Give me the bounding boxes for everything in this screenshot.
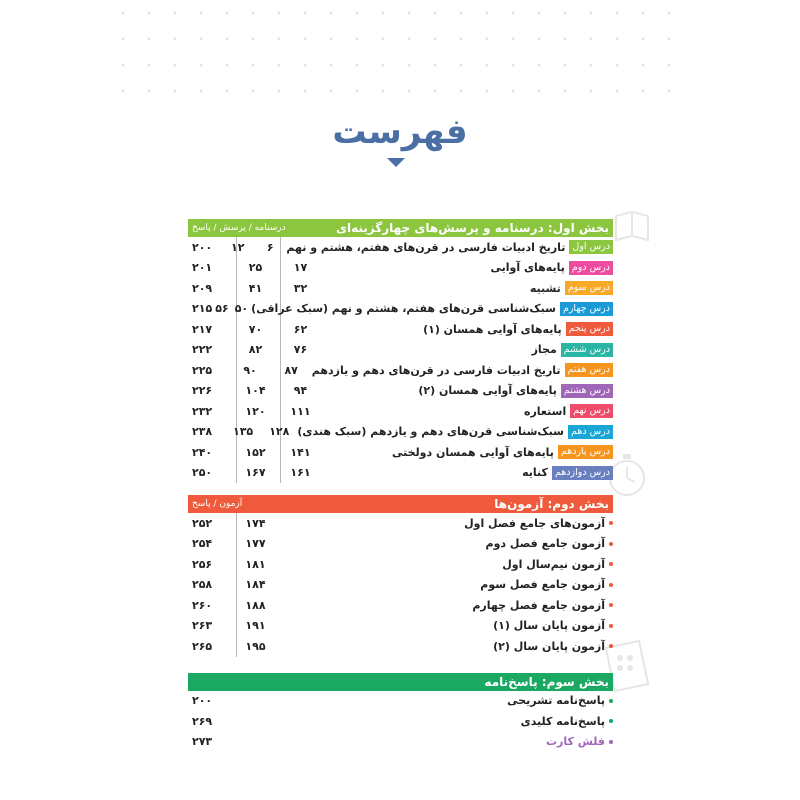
lesson-title: استعاره [523, 404, 567, 418]
lesson-row[interactable] [188, 401, 613, 422]
lesson-entry [286, 240, 613, 254]
lesson-title: پایه‌های آوایی [490, 261, 565, 275]
lesson-page: ۵۰ [234, 302, 249, 316]
lesson-tag: درس پنجم [566, 322, 613, 336]
answer-page: ۲۲۵ [192, 363, 213, 377]
part2-section [188, 495, 613, 657]
lesson-title: تاریخ ادبیات فارسی در قرن‌های هفتم، هشتم و نهم [286, 240, 566, 254]
question-page: ۲۵ [248, 261, 263, 275]
lesson-entry [323, 322, 613, 336]
part1-columns: درسنامه / پرسش / پاسخ [192, 223, 286, 233]
bullet-icon [609, 699, 613, 703]
lesson-tag: درس دوازدهم [552, 466, 613, 480]
question-page: ۴۱ [248, 281, 263, 295]
bullet-icon [609, 542, 613, 546]
answer-page: ۲۳۸ [191, 425, 213, 439]
lesson-page: ۸۷ [284, 363, 298, 377]
question-page: ۱۰۴ [245, 384, 266, 398]
exam-page: ۱۹۱ [245, 619, 266, 633]
lesson-page: ۶۲ [293, 322, 308, 336]
exam-title: آزمون‌های جامع فصل اول [464, 516, 605, 530]
answer-page: ۲۲۲ [192, 343, 213, 357]
question-page: ۷۰ [248, 322, 263, 336]
bullet-icon [609, 521, 613, 525]
answer-entry [233, 694, 613, 707]
lesson-page: ۱۶۱ [290, 466, 311, 480]
lesson-page: ۱۲۸ [269, 425, 290, 439]
question-page: ۹۰ [243, 363, 257, 377]
exam-entry [278, 517, 613, 530]
exam-title: آزمون پایان سال (۲) [493, 639, 605, 653]
exam-page: ۱۹۵ [245, 639, 266, 653]
question-page: ۸۲ [248, 343, 263, 357]
exam-entry [278, 558, 613, 571]
question-page: ۱۵۲ [245, 445, 266, 459]
lesson-entry [323, 343, 613, 357]
exam-row[interactable] [188, 575, 613, 596]
lesson-entry [323, 466, 613, 480]
lesson-tag: درس دهم [568, 425, 613, 439]
answer-page: ۲۱۷ [192, 322, 213, 336]
bullet-icon [609, 644, 613, 648]
answer-page: ۲۴۰ [192, 445, 213, 459]
answer-page: ۲۶۰ [192, 598, 213, 612]
answer-page: ۲۲۶ [192, 384, 213, 398]
answer-sheet-page: ۲۷۳ [192, 735, 213, 749]
lesson-row[interactable] [188, 278, 613, 299]
answer-row[interactable] [188, 732, 613, 753]
answer-entry [233, 715, 613, 728]
lesson-row[interactable] [188, 299, 613, 320]
lesson-title: سبک‌شناسی قرن‌های هفتم، هشتم و نهم (سبک عراقی) [251, 302, 556, 316]
answer-page: ۲۶۳ [192, 619, 213, 633]
lesson-tag: درس دوم [569, 261, 613, 275]
exam-row[interactable] [188, 616, 613, 637]
exam-page: ۱۸۱ [245, 557, 266, 571]
exam-entry [278, 599, 613, 612]
lesson-page: ۱۱۱ [290, 404, 311, 418]
dot-pattern [110, 0, 690, 100]
bullet-icon [609, 740, 613, 744]
question-page: ۱۶۷ [245, 466, 266, 480]
bullet-icon [609, 562, 613, 566]
lesson-page: ۱۴۱ [290, 445, 311, 459]
exam-list [188, 513, 613, 657]
lesson-title: پایه‌های آوایی همسان (۱) [423, 322, 562, 336]
lesson-title: سبک‌شناسی قرن‌های دهم و یازدهم (سبک هندی) [297, 425, 564, 439]
lesson-row[interactable] [188, 422, 613, 443]
exam-title: آزمون جامع فصل سوم [480, 578, 605, 592]
exam-page: ۱۷۴ [245, 516, 266, 530]
lesson-list [188, 237, 613, 483]
exam-row[interactable] [188, 636, 613, 657]
answer-page: ۲۳۲ [192, 404, 213, 418]
exam-row[interactable] [188, 534, 613, 555]
lesson-title: تاریخ ادبیات فارسی در قرن‌های دهم و یازدهم [311, 363, 561, 377]
answer-page: ۲۰۹ [192, 281, 213, 295]
lesson-page: ۶ [266, 240, 274, 254]
question-page: ۱۳۵ [232, 425, 254, 439]
answer-page: ۲۰۰ [192, 240, 213, 254]
lesson-page: ۱۷ [293, 261, 308, 275]
part3-section [188, 673, 613, 753]
part2-title: بخش دوم: آزمون‌ها [494, 497, 609, 511]
answer-row[interactable] [188, 711, 613, 732]
answer-page: ۲۰۱ [192, 261, 213, 275]
lesson-title: پایه‌های آوایی همسان (۲) [418, 384, 557, 398]
exam-page: ۱۸۴ [245, 578, 266, 592]
exam-page: ۱۷۷ [245, 537, 266, 551]
answer-page: ۲۶۵ [192, 639, 213, 653]
lesson-tag: درس هفتم [565, 363, 613, 377]
lesson-title: پایه‌های آوایی همسان دولختی [391, 445, 554, 459]
lesson-title: کنایه [522, 466, 548, 480]
lesson-tag: درس ششم [561, 343, 613, 357]
exam-row[interactable] [188, 513, 613, 534]
lesson-entry [323, 445, 613, 459]
answer-page: ۲۱۵ [192, 302, 213, 316]
answer-sheet-page: ۲۰۰ [192, 694, 213, 708]
lesson-entry [323, 281, 613, 295]
lesson-entry [323, 261, 613, 275]
answer-page: ۲۵۴ [192, 537, 213, 551]
part3-title: بخش سوم: پاسخ‌نامه [484, 674, 609, 689]
lesson-entry [297, 425, 613, 439]
answer-row[interactable] [188, 691, 613, 712]
lesson-page: ۳۲ [293, 281, 308, 295]
lesson-row[interactable] [188, 360, 613, 381]
lesson-tag: درس یازدهم [558, 445, 613, 459]
bullet-icon [609, 583, 613, 587]
answer-title: فلش کارت [546, 735, 605, 749]
exam-title: آزمون جامع فصل دوم [485, 537, 605, 551]
bullet-icon [609, 719, 613, 723]
lesson-row[interactable] [188, 463, 613, 484]
part3-header [188, 673, 613, 691]
lesson-page: ۷۶ [293, 343, 308, 357]
lesson-tag: درس نهم [570, 404, 613, 418]
lesson-entry [323, 384, 613, 398]
lesson-entry [312, 363, 613, 377]
answer-title: پاسخ‌نامه تشریحی [507, 694, 605, 708]
lesson-row[interactable] [188, 258, 613, 279]
exam-page: ۱۸۸ [245, 598, 266, 612]
exam-title: آزمون جامع فصل چهارم [472, 598, 605, 612]
book-icon [612, 206, 652, 246]
page-title: فهرست [332, 112, 468, 152]
answer-page: ۲۵۶ [192, 557, 213, 571]
question-page: ۱۲۰ [245, 404, 266, 418]
answer-page: ۲۵۸ [192, 578, 213, 592]
title-arrow-icon [387, 158, 405, 167]
table-of-contents [188, 219, 613, 752]
lesson-row[interactable] [188, 442, 613, 463]
part1-title: بخش اول: درسنامه و پرسش‌های چهارگزینه‌ای [335, 221, 609, 235]
answer-page: ۲۵۲ [192, 516, 213, 530]
bullet-icon [609, 624, 613, 628]
exam-title: آزمون نیم‌سال اول [502, 557, 605, 571]
part1-section [188, 219, 613, 483]
exam-row[interactable] [188, 595, 613, 616]
lesson-row[interactable] [188, 340, 613, 361]
question-page: ۱۲ [231, 240, 245, 254]
part1-header [188, 219, 613, 237]
lesson-page: ۹۴ [293, 384, 308, 398]
lesson-entry [323, 404, 613, 418]
question-page: ۵۶ [215, 302, 229, 316]
answer-title: پاسخ‌نامه کلیدی [520, 714, 605, 728]
lesson-tag: درس اول [569, 240, 613, 254]
exam-entry [278, 537, 613, 550]
exam-title: آزمون پایان سال (۱) [493, 619, 605, 633]
exam-entry [278, 640, 613, 653]
part2-columns: آزمون / پاسخ [192, 499, 243, 509]
exam-entry [278, 619, 613, 632]
exam-row[interactable] [188, 554, 613, 575]
lesson-row[interactable] [188, 237, 613, 258]
answer-list [188, 691, 613, 753]
lesson-tag: درس هشتم [561, 384, 613, 398]
answer-page: ۲۵۰ [192, 466, 213, 480]
lesson-row[interactable] [188, 381, 613, 402]
lesson-tag: درس چهارم [560, 302, 613, 316]
answer-sheet-page: ۲۶۹ [192, 714, 213, 728]
exam-entry [278, 578, 613, 591]
answer-entry [233, 735, 613, 748]
lesson-entry [251, 302, 613, 316]
lesson-title: تشبیه [529, 281, 561, 295]
bullet-icon [609, 603, 613, 607]
lesson-row[interactable] [188, 319, 613, 340]
part2-header [188, 495, 613, 513]
lesson-tag: درس سوم [565, 281, 613, 295]
lesson-title: مجاز [531, 343, 557, 357]
